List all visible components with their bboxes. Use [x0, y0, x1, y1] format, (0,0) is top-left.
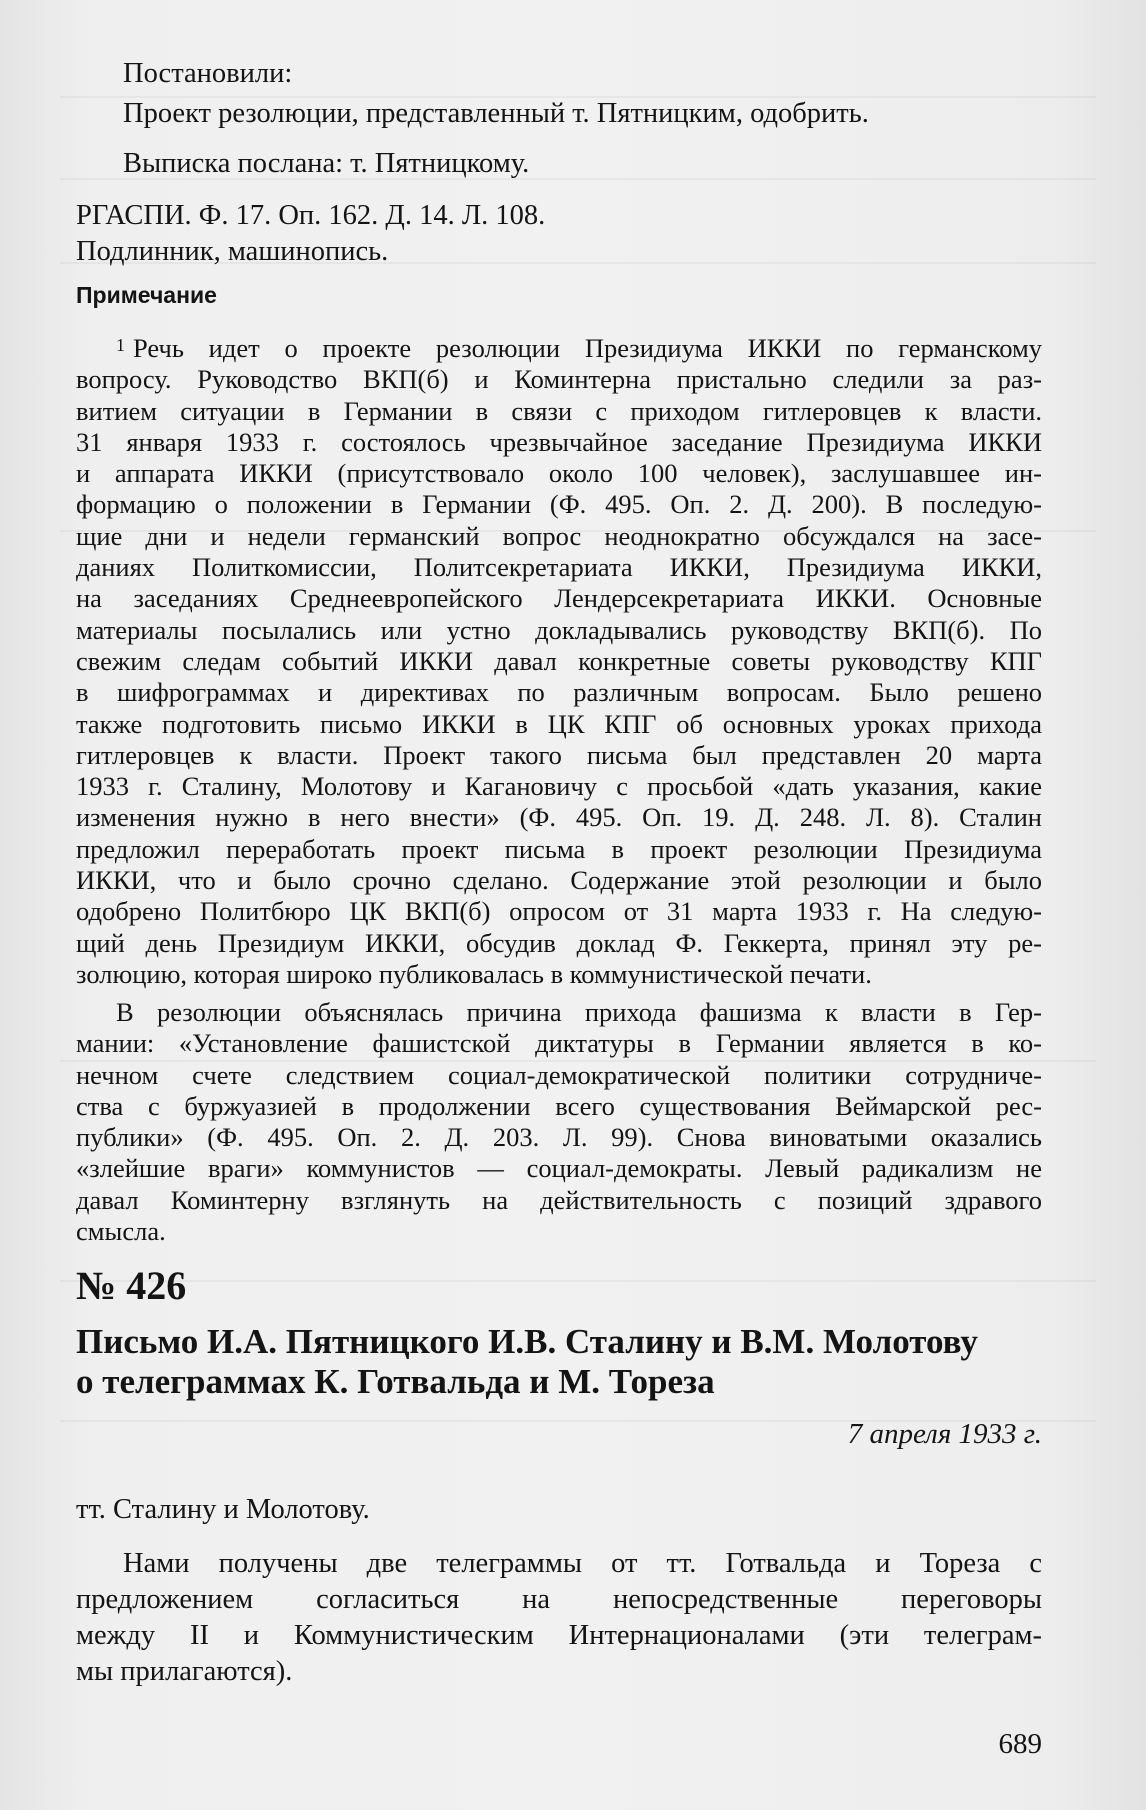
note-line: витием ситуации в Германии в связи с приходом гитлеровцев к власти. — [76, 395, 1042, 426]
note-line-text: Речь идет о проекте резолюции Президиума ИККИ по германскому — [133, 333, 1042, 363]
addressee-text: тт. Сталину и Молотову. — [76, 1494, 370, 1525]
body-line: Нами получены две телеграммы от тт. Готвальда и Тореза с — [123, 1548, 1042, 1579]
note-line: гитлеровцев к власти. Проект такого письма был представлен 20 марта — [76, 739, 1042, 770]
resolved-text: Проект резолюции, представленный т. Пятницким, одобрить. — [123, 98, 869, 129]
note-line: В резолюции объяснялась причина прихода фашизма к власти в Гер- — [116, 997, 1042, 1027]
document-date-text: 7 апреля 1933 г. — [847, 1418, 1042, 1450]
note-line: публики» (Ф. 495. Оп. 2. Д. 203. Л. 99). Снова виноватыми оказались — [76, 1122, 1042, 1153]
note-line: давал Коминтерну взглянуть на действительность с позиций здравого — [76, 1184, 1042, 1215]
note-line: нечном счете следствием социал-демократической политики сотрудниче- — [76, 1059, 1042, 1090]
note-line: в шифрограммах и директивах по различным вопросам. Было решено — [76, 677, 1042, 708]
note-line: золюцию, которая широко публиковалась в коммунистической печати. — [76, 958, 872, 989]
note-line: вопросу. Руководство ВКП(б) и Коминтерна пристально следили за раз- — [76, 364, 1042, 395]
note-line: «злейшие враги» коммунистов — социал-демократы. Левый радикализм не — [76, 1153, 1042, 1184]
note-line: щий день Президиум ИККИ, обсудив доклад Ф. Геккерта, принял эту ре- — [76, 927, 1042, 958]
document-title-line-1: Письмо И.А. Пятницкого И.В. Сталину и В.М. Молотову — [76, 1322, 978, 1361]
archive-ref-original: Подлинник, машинопись. — [76, 236, 389, 267]
document-title — [76, 1322, 1042, 1402]
resolution-block — [76, 56, 1042, 182]
note-line: смысла. — [76, 1216, 166, 1247]
note-paragraph-2 — [76, 997, 1042, 1247]
archive-reference — [76, 198, 1042, 270]
page-number-text: 689 — [998, 1728, 1042, 1760]
note-line: 31 января 1933 г. состоялось чрезвычайное заседание Президиума ИККИ — [76, 426, 1042, 457]
document-title-line-2: о телеграммах К. Готвальда и М. Тореза — [76, 1362, 715, 1401]
note-line: 1933 г. Сталину, Молотову и Кагановичу с просьбой «дать указания, какие — [76, 771, 1042, 802]
note-line: ИККИ, что и было срочно сделано. Содержание этой резолюции и было — [76, 865, 1042, 896]
note-heading — [76, 282, 1042, 309]
document-body — [76, 1546, 1042, 1690]
note-line: щие дни и недели германский вопрос неоднократно обсуждался на засе- — [76, 520, 1042, 551]
resolved-label: Постановили: — [123, 58, 293, 89]
note-line: изменения нужно в него внести» (Ф. 495. Оп. 19. Д. 248. Л. 8). Сталин — [76, 802, 1042, 833]
note-line: мании: «Установление фашистской диктатуры в Германии является в ко- — [76, 1028, 1042, 1059]
note-line: формацию о положении в Германии (Ф. 495. Оп. 2. Д. 200). В последую- — [76, 489, 1042, 520]
document-number — [76, 1262, 1042, 1309]
document-number-text: № 426 — [76, 1263, 187, 1308]
footnote-marker: 1 — [116, 335, 125, 355]
note-line: материалы посылались или устно докладывались руководству ВКП(б). По — [76, 614, 1042, 645]
page-number — [76, 1728, 1042, 1761]
note-line: ства с буржуазией в продолжении всего существования Веймарской рес- — [76, 1090, 1042, 1121]
note-line: также подготовить письмо ИККИ в ЦК КПГ об основных уроках прихода — [76, 708, 1042, 739]
body-line: между II и Коммунистическим Интернационалами (эти телеграм- — [76, 1620, 1042, 1651]
note-line: на заседаниях Среднеевропейского Лендерсекретариата ИККИ. Основные — [76, 583, 1042, 614]
note-heading-text: Примечание — [76, 282, 217, 308]
document-date — [76, 1418, 1042, 1451]
note-line: предложил переработать проект письма в проект резолюции Президиума — [76, 833, 1042, 864]
note-line: и аппарата ИККИ (присутствовало около 100 человек), заслушавшее ин- — [76, 458, 1042, 489]
archive-ref-line: РГАСПИ. Ф. 17. Оп. 162. Д. 14. Л. 108. — [76, 200, 546, 231]
addressee — [76, 1492, 1042, 1528]
note-line — [76, 330, 1042, 364]
body-line: предложением согласиться на непосредственные переговоры — [76, 1584, 1042, 1615]
note-line: одобрено Политбюро ЦК ВКП(б) опросом от 31 марта 1933 г. На следую- — [76, 896, 1042, 927]
note-line: даниях Политкомиссии, Политсекретариата ИККИ, Президиума ИККИ, — [76, 552, 1042, 583]
note-paragraph-1 — [76, 330, 1042, 990]
note-line: свежим следам событий ИККИ давал конкретные советы руководству КПГ — [76, 645, 1042, 676]
body-line: мы прилагаются). — [76, 1656, 293, 1687]
extract-sent: Выписка послана: т. Пятницкому. — [123, 148, 530, 179]
